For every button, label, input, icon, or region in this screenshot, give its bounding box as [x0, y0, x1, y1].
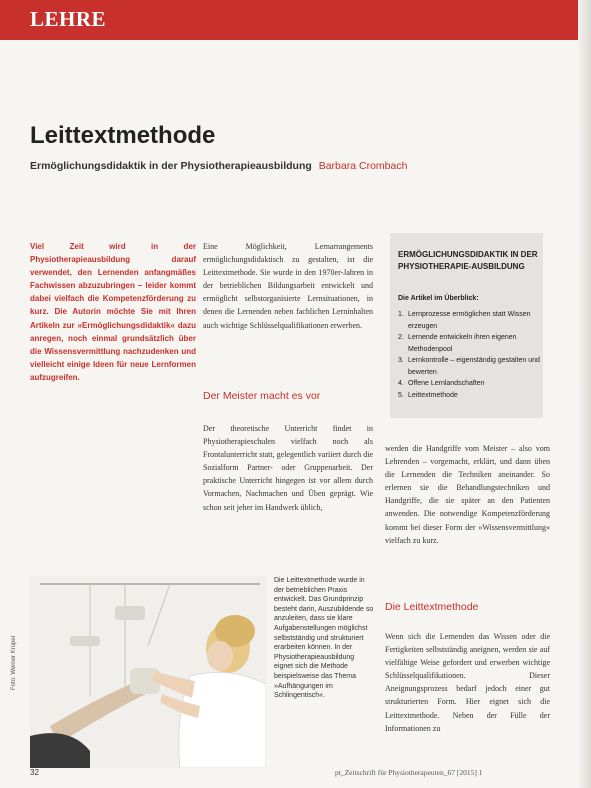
list-item: 3. Lernkontrolle – eigenständig gestalten und bewerten	[398, 357, 540, 376]
list-item: 2. Lernende entwickeln ihren eigenen Methodenpool	[398, 334, 517, 353]
section-heading-leittext: Die Leittextmethode	[385, 601, 479, 613]
therapist-photo-illustration	[30, 576, 266, 768]
section-header-bar	[0, 0, 578, 40]
article-photo	[30, 576, 266, 768]
article-title: Leittextmethode	[30, 122, 216, 149]
info-box-heading: ERMÖGLICHUNGSDIDAKTIK IN DER PHYSIOTHERAPIE-AUSBILDUNG	[398, 250, 538, 271]
body-paragraph-meister: Der theoretische Unterricht findet in Physiotherapieschulen vielfach noch als Frontalunterricht statt, gelegentlich variiert durch die Sozialform Partner- oder Gruppenarbeit. Der praktische Unterricht hingegen ist vor allem durch Vormachen, Nachmachen und Üben geprägt. Wie schon seit jeher im Handwerk üblich,	[203, 424, 373, 512]
section-heading-meister: Der Meister macht es vor	[203, 390, 321, 402]
author-name: Barbara Crombach	[318, 160, 408, 172]
page-edge-shadow	[577, 0, 591, 788]
list-item: 1. Lernprozesse ermöglichen statt Wissen erzeugen	[398, 311, 531, 330]
body-paragraph-leittext: Wenn sich die Lernenden das Wissen oder die Fertigkeiten selbstständig aneignen, werden sie auf vielfältige Weise gefordert und erwerben wichtige Schlüsselqualifikationen. Dieser Aneignungsprozess bedarf jedoch einer gut strukturierten Form. Hier eignet sich die Leittextmethode. Neben der Fülle der Informationen zu	[385, 632, 550, 733]
photo-credit: Foto: Werner Krüper	[11, 635, 17, 690]
info-box-lead: Die Artikel im Überblick:	[398, 295, 479, 302]
article-subtitle	[30, 160, 407, 172]
list-item: 5. Leittextmethode	[398, 391, 458, 399]
page-number: 32	[30, 768, 39, 777]
info-box-list	[398, 309, 543, 401]
section-label: LEHRE	[30, 7, 107, 31]
body-paragraph-intro: Eine Möglichkeit, Lernarrangements ermöglichungsdidaktisch zu gestalten, ist die Leittextmethode. Sie wurde in den 1970er-Jahren in der betrieblichen Bildungsarbeit entwickelt und ermöglicht selbstorganisierte Lernsituationen, in denen die Lernenden neben fachlichen Lerninhalten auch wichtige Schlüsselqualifikationen erwerben.	[203, 242, 373, 330]
lead-paragraph: Viel Zeit wird in der Physiotherapieausbildung darauf verwendet, den Lernenden anfangmäßes Fachwissen abzuzubringen – leider kommt dabei vielfach die Kompetenzförderung zu kurz. Die Autorin möchte Sie mit Ihren Artikeln zur »Ermöglichungsdidaktik« dazu anregen, noch einmal grundsätzlich über die Wissensvermittlung nachzudenken und vielleicht einige Ideen für neue Lernformen aufzugreifen.	[30, 242, 196, 382]
subtitle-text: Ermöglichungsdidaktik in der Physiotherapieausbildung	[30, 160, 312, 172]
body-paragraph-handgriffe: werden die Handgriffe vom Meister – also vom Lehrenden – vorgemacht, erklärt, und dann üben die Lernenden die Techniken aneinander. So erlernen sie die Behandlungstechniken und Handgriffe, die sie später an den Patienten anwenden. Die notwendige Kompetenzförderung kommt bei dieser Form der »Wissensvermittlung« vielfach zu kurz.	[385, 444, 550, 545]
photo-caption: Die Leittextmethode wurde in der betrieblichen Praxis entwickelt. Das Grundprinzip besteht darin, Auszubildende so anzuleiten, dass sie klare Aufgabenstellungen möglichst selbstständig und strukturiert erarbeiten können. In der Physiotherapieausbildung eignet sich die Methode beispielsweise das Thema »Aufhängungen im Schlingentisch«.	[274, 577, 374, 700]
journal-footer: pt_Zeitschrift für Physiotherapeuten_67 [2015] 1	[335, 768, 483, 777]
list-item: 4. Offene Lernlandschaften	[398, 380, 485, 387]
info-box	[390, 233, 543, 418]
